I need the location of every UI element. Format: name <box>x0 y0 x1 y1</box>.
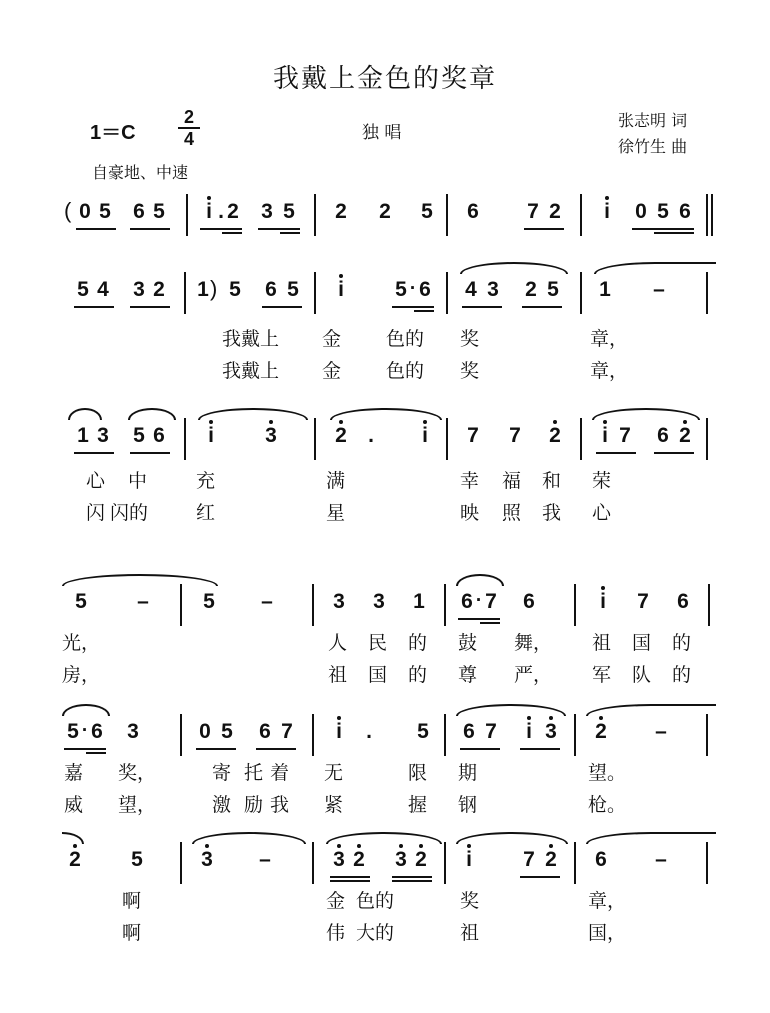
lyric: 紧 <box>324 794 344 816</box>
beam <box>256 748 296 750</box>
barline <box>444 842 446 884</box>
note: 6 <box>677 590 689 613</box>
lyric: 民 <box>368 632 388 654</box>
note: 7 <box>467 424 479 447</box>
lyric: 闪的 <box>110 502 149 524</box>
lyric: 色的 <box>386 360 425 382</box>
lyric: 金 <box>322 360 342 382</box>
note: 5 <box>221 720 233 743</box>
note: 1 <box>413 590 425 613</box>
performance-type: 独 唱 <box>362 123 402 143</box>
note: 6 <box>419 278 431 301</box>
high-octave-dot <box>549 716 553 720</box>
lyric: 金 <box>322 328 342 350</box>
lyric: 尊 <box>458 664 478 686</box>
note: 7 <box>527 200 539 223</box>
note: i <box>526 720 532 743</box>
note: 5 <box>229 278 241 301</box>
song-title: 我戴上金色的奖章 <box>272 64 497 94</box>
lyric: 激 <box>212 794 232 816</box>
note: 2 <box>69 848 81 871</box>
lyric: 寄 <box>212 762 232 784</box>
note: 7 <box>509 424 521 447</box>
note: 1 <box>197 278 209 301</box>
time-signature-top: 2 <box>183 107 194 127</box>
note: 2 <box>335 424 347 447</box>
barline <box>314 194 316 236</box>
note: 5 <box>133 424 145 447</box>
note: 7 <box>637 590 649 613</box>
barline <box>446 272 448 314</box>
barline <box>706 842 708 884</box>
lyric: 军 <box>592 664 612 686</box>
note: 5 <box>421 200 433 223</box>
lyric: 握 <box>408 794 428 816</box>
high-octave-dot <box>357 844 361 848</box>
beam <box>392 876 432 878</box>
lyric: 金 <box>326 890 346 912</box>
beam <box>480 622 500 624</box>
barline <box>574 584 576 626</box>
beam <box>130 452 170 454</box>
barline <box>186 194 188 236</box>
lyric: 无 <box>324 762 344 784</box>
lyric: 章， <box>590 360 629 382</box>
barline <box>312 842 314 884</box>
lyric: 望， <box>118 794 157 816</box>
beam <box>414 310 434 312</box>
note: 3 <box>333 848 345 871</box>
note: 2 <box>153 278 165 301</box>
lyric: 枪。 <box>588 794 627 816</box>
lyric: 照 <box>502 502 522 524</box>
note: 3 <box>545 720 557 743</box>
note: – <box>655 720 667 743</box>
staff-system-6 <box>0 842 770 992</box>
beam <box>392 306 434 308</box>
high-octave-dot <box>399 844 403 848</box>
lyric: 我戴上 <box>222 360 280 382</box>
note: i <box>208 424 214 447</box>
beam <box>330 880 370 882</box>
lyric: 的 <box>408 632 428 654</box>
note: 5 <box>287 278 299 301</box>
note: · <box>475 590 483 611</box>
lyric: 国 <box>632 632 652 654</box>
note: 3 <box>373 590 385 613</box>
beam <box>654 452 694 454</box>
note: 3 <box>395 848 407 871</box>
lyric: 中 <box>128 470 148 492</box>
lyric: 和 <box>542 470 562 492</box>
note: – <box>259 848 271 871</box>
lyric: 队 <box>632 664 652 686</box>
lyric: 幸 <box>460 470 480 492</box>
note: 5 <box>203 590 215 613</box>
beam <box>222 232 242 234</box>
beam <box>64 748 106 750</box>
lyric: 红 <box>196 502 216 524</box>
barline <box>706 418 708 460</box>
time-signature-bottom: 4 <box>183 129 194 149</box>
note: 1 <box>77 424 89 447</box>
lyric: 福 <box>502 470 522 492</box>
note: 2 <box>335 200 347 223</box>
barline <box>574 842 576 884</box>
note: 5 <box>131 848 143 871</box>
note: i <box>602 424 608 447</box>
tempo-marking: 自豪地、中速 <box>92 163 189 182</box>
note: . <box>368 424 374 447</box>
barline <box>574 714 576 756</box>
lyric: 光， <box>62 632 101 654</box>
note: 5 <box>283 200 295 223</box>
note: 6 <box>463 720 475 743</box>
lyric: 限 <box>408 762 428 784</box>
barline <box>580 194 582 236</box>
lyric: 的 <box>672 664 692 686</box>
high-octave-dot <box>605 196 609 200</box>
barline <box>708 584 710 626</box>
lyric: 大的 <box>356 922 395 944</box>
note: 5 <box>99 200 111 223</box>
note: – <box>655 848 667 871</box>
lyric: 章， <box>590 328 629 350</box>
note: 6 <box>265 278 277 301</box>
beam <box>196 748 236 750</box>
beam <box>458 618 500 620</box>
note: 3 <box>333 590 345 613</box>
high-octave-dot <box>683 420 687 424</box>
lyric: 色的 <box>386 328 425 350</box>
note: 2 <box>415 848 427 871</box>
slur <box>456 574 504 586</box>
note: i <box>206 200 212 223</box>
barline <box>184 418 186 460</box>
note: . <box>218 200 224 223</box>
note: 1 <box>599 278 611 301</box>
note: 5 <box>657 200 669 223</box>
beam <box>392 880 432 882</box>
beam <box>280 232 300 234</box>
note: 2 <box>379 200 391 223</box>
note: i <box>604 200 610 223</box>
note: 6 <box>467 200 479 223</box>
note: 3 <box>201 848 213 871</box>
high-octave-dot <box>207 196 211 200</box>
lyric: 我 <box>542 502 562 524</box>
beam <box>200 228 242 230</box>
note: 6 <box>153 424 165 447</box>
note: ) <box>210 276 218 301</box>
note: 3 <box>261 200 273 223</box>
beam <box>74 306 114 308</box>
note: 2 <box>679 424 691 447</box>
lyric: 祖 <box>592 632 612 654</box>
lyric: 伟 <box>326 922 346 944</box>
lyric: 着 <box>270 762 290 784</box>
lyric: 国 <box>368 664 388 686</box>
note: 2 <box>549 424 561 447</box>
note: 2 <box>525 278 537 301</box>
note: · <box>81 720 89 741</box>
barline <box>706 714 708 756</box>
lyric: 奖， <box>118 762 157 784</box>
note: 7 <box>281 720 293 743</box>
high-octave-dot <box>209 420 213 424</box>
high-octave-dot <box>205 844 209 848</box>
beam <box>130 228 170 230</box>
lyric: 钢 <box>458 794 478 816</box>
beam <box>524 228 564 230</box>
lyric: 奖 <box>460 890 480 912</box>
beam <box>258 228 300 230</box>
lyric: 我戴上 <box>222 328 280 350</box>
lyric: 严， <box>514 664 553 686</box>
lyric: 满 <box>326 470 346 492</box>
beam <box>596 452 636 454</box>
barline <box>706 194 708 236</box>
lyric: 章， <box>588 890 627 912</box>
lyric: 我 <box>270 794 290 816</box>
note: 5 <box>547 278 559 301</box>
high-octave-dot <box>549 844 553 848</box>
note: . <box>366 720 372 743</box>
high-octave-dot <box>603 420 607 424</box>
lyricist-credit: 张志明 词 <box>618 111 688 130</box>
beam <box>330 876 370 878</box>
beam <box>130 306 170 308</box>
note: i <box>600 590 606 613</box>
barline <box>180 714 182 756</box>
lyric: 励 <box>244 794 264 816</box>
beam <box>462 306 502 308</box>
note: 7 <box>619 424 631 447</box>
note: 3 <box>265 424 277 447</box>
composer-credit: 徐竹生 曲 <box>618 137 688 156</box>
barline <box>312 714 314 756</box>
note: 3 <box>127 720 139 743</box>
note: 0 <box>199 720 211 743</box>
high-octave-dot <box>419 844 423 848</box>
high-octave-dot <box>73 844 77 848</box>
lyric: 国， <box>588 922 627 944</box>
note: i <box>466 848 472 871</box>
note: 7 <box>485 720 497 743</box>
barline <box>314 272 316 314</box>
high-octave-dot <box>553 420 557 424</box>
beam <box>522 306 562 308</box>
lyric: 充 <box>196 470 216 492</box>
barline <box>180 842 182 884</box>
barline <box>444 584 446 626</box>
staff-system-3 <box>0 418 770 568</box>
barline <box>184 272 186 314</box>
note: 2 <box>545 848 557 871</box>
note: 7 <box>485 590 497 613</box>
high-octave-dot <box>269 420 273 424</box>
note: 3 <box>97 424 109 447</box>
time-signature <box>178 108 200 148</box>
staff-system-2 <box>0 272 770 422</box>
high-octave-dot <box>527 716 531 720</box>
beam <box>632 228 694 230</box>
beam <box>74 452 114 454</box>
lyric: 奖 <box>460 328 480 350</box>
lyric: 闪 <box>86 502 106 524</box>
lyric: 的 <box>672 632 692 654</box>
note: 6 <box>259 720 271 743</box>
lyric: 舞， <box>514 632 553 654</box>
note: 3 <box>487 278 499 301</box>
beam <box>76 228 116 230</box>
note: 7 <box>523 848 535 871</box>
note: 5 <box>75 590 87 613</box>
note: 5 <box>395 278 407 301</box>
lyric: 奖 <box>460 360 480 382</box>
lyric: 的 <box>408 664 428 686</box>
note: 5 <box>77 278 89 301</box>
barline <box>580 418 582 460</box>
lyric: 啊 <box>122 890 142 912</box>
beam <box>460 748 500 750</box>
note: 6 <box>595 848 607 871</box>
barline <box>580 272 582 314</box>
lyric: 啊 <box>122 922 142 944</box>
lyric: 人 <box>328 632 348 654</box>
note: ( <box>64 198 72 223</box>
note: – <box>137 590 149 613</box>
note: 6 <box>91 720 103 743</box>
note: i <box>422 424 428 447</box>
slur <box>62 574 218 586</box>
lyric: 心 <box>592 502 612 524</box>
lyric: 祖 <box>460 922 480 944</box>
note: 2 <box>595 720 607 743</box>
lyric: 映 <box>460 502 480 524</box>
barline <box>446 194 448 236</box>
beam <box>520 876 560 878</box>
lyric: 托 <box>244 762 264 784</box>
note: 2 <box>549 200 561 223</box>
barline <box>312 584 314 626</box>
barline <box>706 272 708 314</box>
lyric: 嘉 <box>64 762 84 784</box>
barline <box>180 584 182 626</box>
note: 6 <box>461 590 473 613</box>
high-octave-dot <box>337 716 341 720</box>
note: 6 <box>523 590 535 613</box>
note: 4 <box>465 278 477 301</box>
high-octave-dot <box>339 274 343 278</box>
barline <box>314 418 316 460</box>
note: – <box>261 590 273 613</box>
note: i <box>338 278 344 301</box>
high-octave-dot <box>601 586 605 590</box>
note: – <box>653 278 665 301</box>
barline <box>711 194 713 236</box>
note: 0 <box>79 200 91 223</box>
note: 5 <box>153 200 165 223</box>
high-octave-dot <box>337 844 341 848</box>
high-octave-dot <box>599 716 603 720</box>
note: 0 <box>635 200 647 223</box>
lyric: 威 <box>64 794 84 816</box>
lyric: 望。 <box>588 762 627 784</box>
high-octave-dot <box>339 420 343 424</box>
note: 5 <box>417 720 429 743</box>
note: 4 <box>97 278 109 301</box>
barline <box>444 714 446 756</box>
high-octave-dot <box>423 420 427 424</box>
lyric: 荣 <box>592 470 612 492</box>
note: 6 <box>679 200 691 223</box>
lyric: 鼓 <box>458 632 478 654</box>
lyric: 期 <box>458 762 478 784</box>
beam <box>654 232 694 234</box>
lyric: 色的 <box>356 890 395 912</box>
note: · <box>409 278 417 299</box>
note: 2 <box>353 848 365 871</box>
barline <box>446 418 448 460</box>
lyric: 心 <box>86 470 106 492</box>
beam <box>262 306 302 308</box>
lyric: 星 <box>326 502 346 524</box>
note: i <box>336 720 342 743</box>
beam <box>86 752 106 754</box>
note: 6 <box>133 200 145 223</box>
note: 3 <box>133 278 145 301</box>
beam <box>520 748 560 750</box>
lyric: 祖 <box>328 664 348 686</box>
note: 2 <box>227 200 239 223</box>
lyric: 房， <box>62 664 101 686</box>
note: 6 <box>657 424 669 447</box>
note: 5 <box>67 720 79 743</box>
key-signature: 1＝C <box>90 122 136 144</box>
high-octave-dot <box>467 844 471 848</box>
